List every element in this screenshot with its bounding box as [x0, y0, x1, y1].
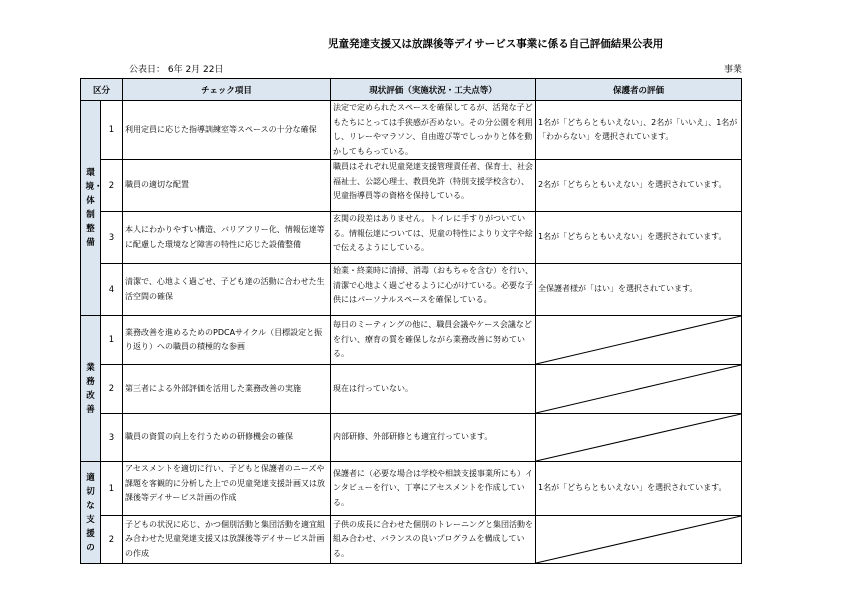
check-item: 職員の資質の向上を行うための研修機会の確保 [123, 414, 331, 462]
check-item: 清潔で、心地よく過ごせ、子ども達の活動に合わせた生活空間の確保 [123, 264, 331, 316]
current-evaluation: 現在は行っていない。 [331, 365, 536, 414]
section-label: 適切な支援の [81, 462, 101, 564]
guardian-evaluation: 1名が「どちらともいえない」、2名が「いいえ」、1名が「わからない」を選択されています。 [536, 101, 742, 160]
diagonal-slash [536, 316, 741, 364]
guardian-evaluation-blank [536, 516, 742, 564]
diagonal-slash [536, 516, 741, 563]
table-row [81, 160, 742, 212]
check-item: 利用定員に応じた指導訓練室等スペースの十分な確保 [123, 101, 331, 160]
current-evaluation: 職員はそれぞれ児童発達支援管理責任者、保育士、社会福祉士、公認心理士、教員免許（特別支援学校含む）、児童指導員等の資格を保持している。 [333, 162, 534, 200]
current-evaluation: 始業・終業時に清掃、消毒（おもちゃを含む）を行い、清潔で心地よく過ごせるように心がけている。必要な子供にはパーソナルスペースを確保している。 [333, 266, 534, 304]
row-number: 1 [101, 316, 123, 365]
check-item: 第三者による外部評価を活用した業務改善の実施 [123, 365, 331, 414]
check-item: アセスメントを適切に行い、子どもと保護者のニーズや課題を客観的に分析した上での児童発達支援計画又は放課後等デイサービス計画の作成 [125, 464, 326, 502]
office-label: 事業 [724, 65, 743, 75]
guardian-evaluation: 1名が「どちらともいえない」を選択されています。 [536, 462, 742, 516]
current-evaluation: 玄関の段差はありません。トイレに手すりがついている。情報伝達については、児童の特性によりり文字や絵で伝えるようにしている。 [333, 214, 533, 252]
diagonal-slash [536, 414, 741, 461]
header-current-evaluation: 現状評価（実施状況・工夫点等） [331, 79, 536, 101]
current-evaluation: 子供の成長に合わせた個別のトレーニングと集団活動を組み合わせ、バランスの良いプログラムを構成している。 [331, 516, 536, 564]
current-evaluation: 法定で定められたスペースを確保してるが、活発な子どもたちにとっては手狭感が否めない。その分公園を利用し、リレーやマラソン、自由遊び等でしっかりと体を動かしてもらっている。 [331, 101, 536, 160]
table-row [81, 516, 742, 564]
table-row [81, 264, 742, 316]
document-title: 児童発達支援又は放課後等デイサービス事業に係る自己評価結果公表用 [328, 38, 664, 50]
header-category: 区分 [81, 79, 123, 101]
table-row [81, 316, 742, 365]
check-item: 本人にわかりやすい構造、バリアフリー化、情報伝達等に配慮した環境など障害の特性に応じた設備整備 [123, 212, 331, 264]
current-evaluation: 保護者に（必要な場合は学校や相談支援事業所にも）インタビューを行い、丁寧にアセスメントを作成している。 [331, 462, 536, 516]
header-row [81, 79, 742, 101]
row-number: 1 [101, 462, 123, 516]
guardian-evaluation-blank [536, 414, 742, 462]
diagonal-slash [536, 365, 741, 413]
table-row [81, 212, 742, 264]
table-row [81, 414, 742, 462]
self-evaluation-table [80, 78, 742, 564]
row-number: 2 [101, 516, 123, 564]
publish-date: 公表日： 6年 2月 22日 [129, 65, 224, 75]
row-number: 3 [101, 212, 123, 264]
table-row [81, 101, 742, 160]
guardian-evaluation-blank [536, 316, 742, 365]
guardian-evaluation: 1名が「どちらともいえない」を選択されています。 [536, 212, 742, 264]
row-number: 1 [101, 101, 123, 160]
row-number: 3 [101, 414, 123, 462]
guardian-evaluation-blank [536, 365, 742, 414]
section-label: 業務改善 [81, 316, 101, 462]
guardian-evaluation: 2名が「どちらともいえない」を選択されています。 [536, 160, 742, 212]
row-number: 2 [101, 160, 123, 212]
check-item: 子どもの状況に応じ、かつ個別活動と集団活動を適宜組み合わせた児童発達支援又は放課後等デイサービス計画の作成 [123, 516, 331, 564]
row-number: 2 [101, 365, 123, 414]
section-label: 環境・体制整備 [81, 101, 101, 316]
check-item: 業務改善を進めるためのPDCAサイクル（目標設定と振り返り）への職員の積極的な参画 [123, 316, 331, 365]
guardian-evaluation: 全保護者様が「はい」を選択されています。 [536, 264, 742, 316]
header-check-item: チェック項目 [123, 79, 331, 101]
current-evaluation: 内部研修、外部研修とも適宜行っています。 [331, 414, 536, 462]
header-guardian-evaluation: 保護者の評価 [536, 79, 742, 101]
table-row [81, 365, 742, 414]
row-number: 4 [101, 264, 123, 316]
table-row [81, 462, 742, 516]
current-evaluation: 毎日のミーティングの他に、職員会議やケース会議などを行い、療育の質を確保しながら業務改善に努めている。 [331, 316, 536, 365]
check-item: 職員の適切な配置 [123, 160, 331, 212]
